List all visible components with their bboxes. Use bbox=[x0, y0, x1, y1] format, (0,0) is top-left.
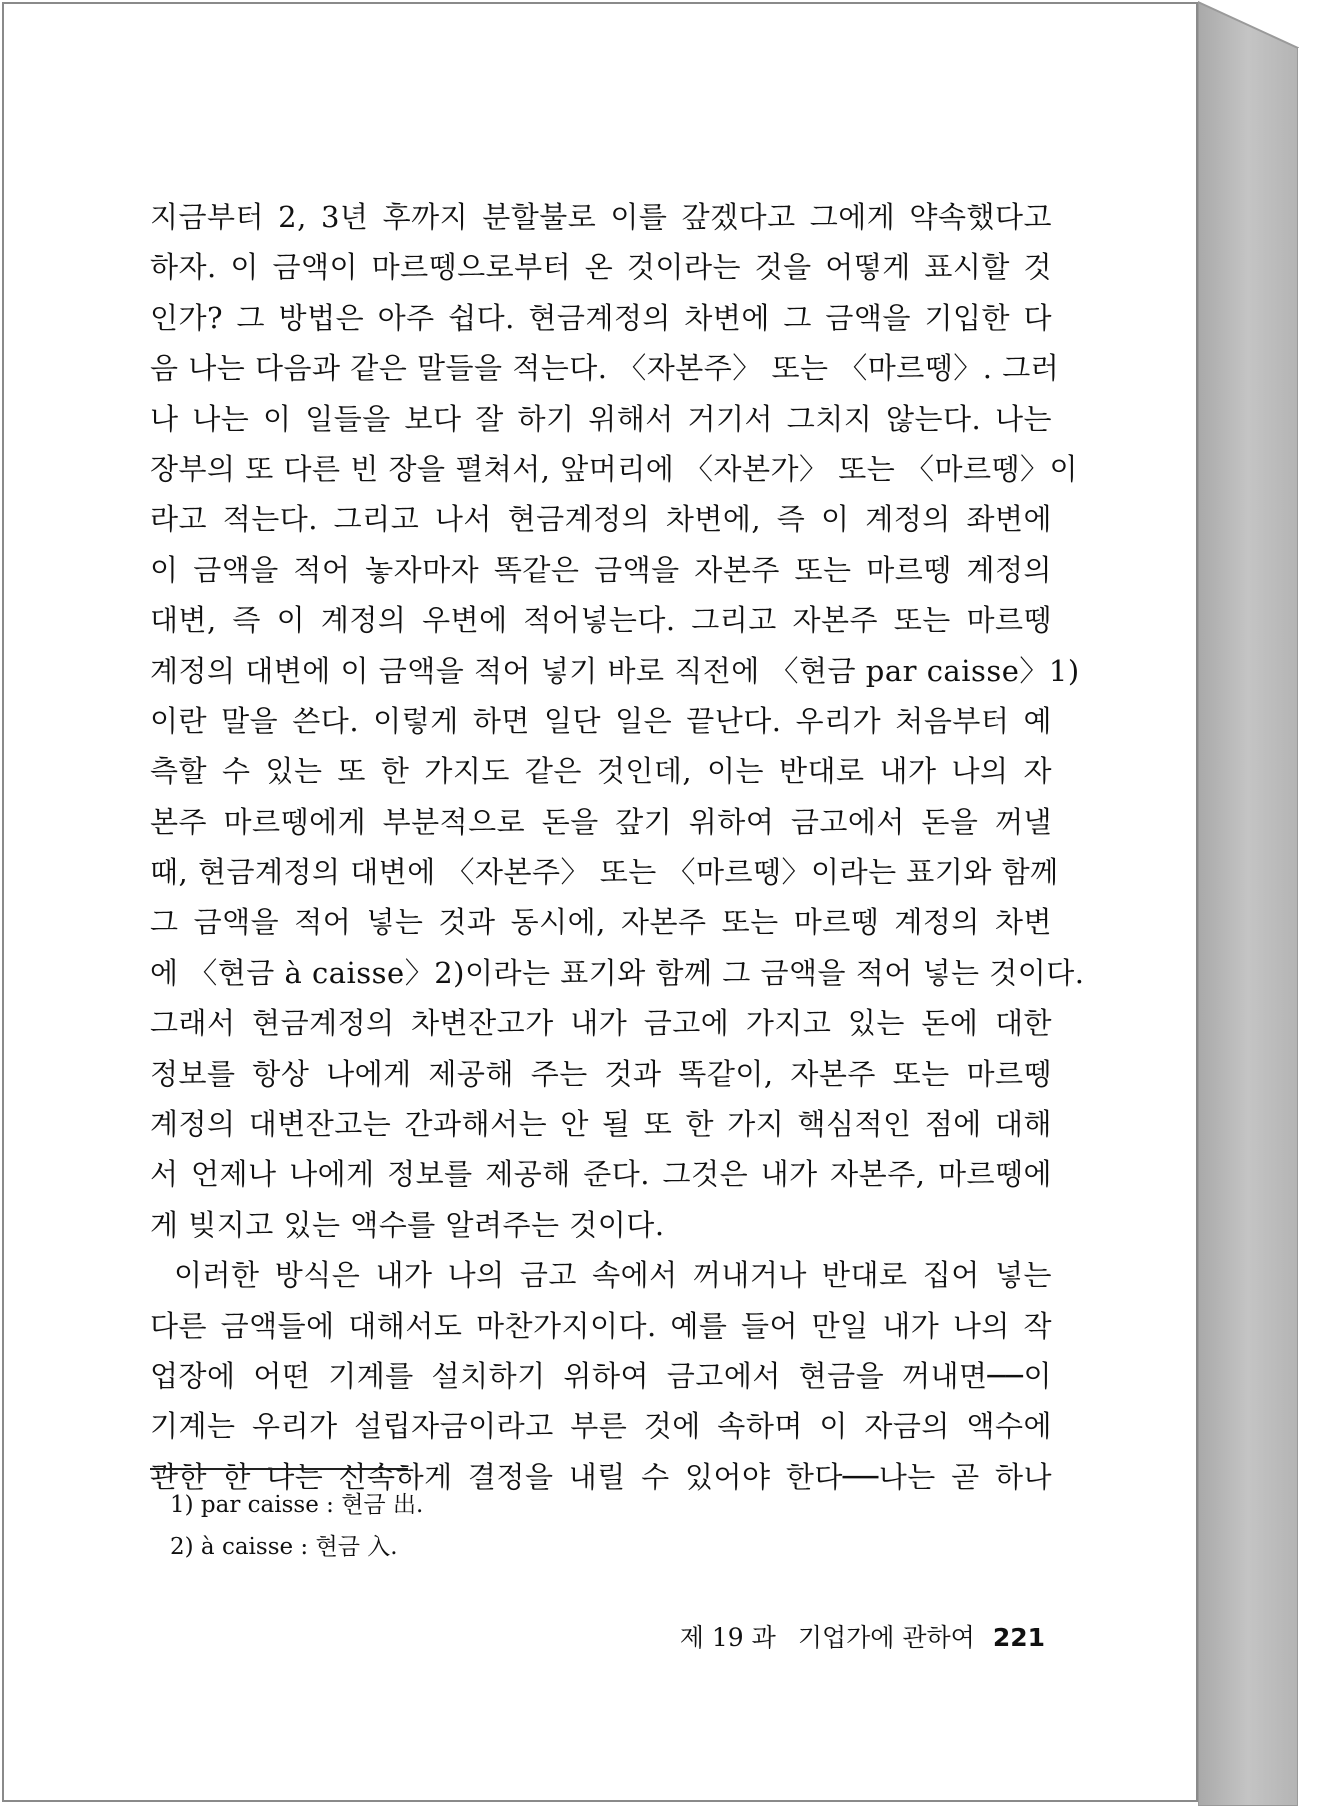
body-text bbox=[150, 192, 1085, 1502]
text-line: 기계는 우리가 설립자금이라고 부른 것에 속하며 이 자금의 액수에 bbox=[150, 1409, 1052, 1444]
book-edge-graphic bbox=[1198, 0, 1340, 1806]
text-line: 때, 현금계정의 대변에 〈자본주〉 또는 〈마르뗑〉이라는 표기와 함께 bbox=[150, 855, 1059, 890]
text-line: 다른 금액들에 대해서도 마찬가지이다. 예를 들어 만일 내가 나의 작 bbox=[150, 1308, 1052, 1343]
text-line: 하자. 이 금액이 마르뗑으로부터 온 것이라는 것을 어떻게 표시할 것 bbox=[150, 250, 1052, 285]
text-line: 이 금액을 적어 놓자마자 똑같은 금액을 자본주 또는 마르뗑 계정의 bbox=[150, 552, 1052, 587]
text-line: 지금부터 2, 3년 후까지 분할불로 이를 갚겠다고 그에게 약속했다고 bbox=[150, 200, 1052, 234]
footnote-divider bbox=[150, 1468, 408, 1470]
text-line: 관한 한 나는 신속하게 결정을 내릴 수 있어야 한다──나는 곧 하나 bbox=[150, 1459, 1052, 1494]
text-line: 본주 마르뗑에게 부분적으로 돈을 갚기 위하여 금고에서 돈을 꺼낼 bbox=[150, 804, 1052, 839]
text-line: 장부의 또 다른 빈 장을 펼쳐서, 앞머리에 〈자본가〉 또는 〈마르뗑〉이 bbox=[150, 451, 1079, 486]
text-line: 계정의 대변잔고는 간과해서는 안 될 또 한 가지 핵심적인 점에 대해 bbox=[150, 1107, 1052, 1142]
text-line: 이러한 방식은 내가 나의 금고 속에서 꺼내거나 반대로 집어 넣는 bbox=[174, 1258, 1052, 1293]
footnote-2: 2) à caisse : 현금 入. bbox=[170, 1534, 398, 1560]
text-line: 업장에 어떤 기계를 설치하기 위하여 금고에서 현금을 꺼내면──이 bbox=[150, 1358, 1052, 1393]
footnote-1: 1) par caisse : 현금 出. bbox=[170, 1492, 424, 1518]
text-line: 인가? 그 방법은 아주 쉽다. 현금계정의 차변에 그 금액을 기입한 다 bbox=[150, 300, 1052, 335]
text-line: 그 금액을 적어 넣는 것과 동시에, 자본주 또는 마르뗑 계정의 차변 bbox=[150, 905, 1052, 940]
text-line: 서 언제나 나에게 정보를 제공해 준다. 그것은 내가 자본주, 마르뗑에 bbox=[150, 1157, 1052, 1192]
text-line: 그래서 현금계정의 차변잔고가 내가 금고에 가지고 있는 돈에 대한 bbox=[150, 1006, 1052, 1041]
text-line: 음 나는 다음과 같은 말들을 적는다. 〈자본주〉 또는 〈마르뗑〉. 그러 bbox=[150, 351, 1060, 386]
chapter-label: 제 19 과 bbox=[679, 1623, 776, 1652]
chapter-title: 기업가에 관하여 bbox=[797, 1623, 975, 1652]
text-line: 대변, 즉 이 계정의 우변에 적어넣는다. 그리고 자본주 또는 마르뗑 bbox=[150, 603, 1052, 638]
page-number: 221 bbox=[992, 1623, 1045, 1652]
text-line: 에 〈현금 à caisse〉2)이라는 표기와 함께 그 금액을 적어 넣는 것이다. bbox=[150, 955, 1085, 990]
text-line: 라고 적는다. 그리고 나서 현금계정의 차변에, 즉 이 계정의 좌변에 bbox=[150, 502, 1052, 537]
footnotes bbox=[170, 1484, 423, 1568]
text-line: 정보를 항상 나에게 제공해 주는 것과 똑같이, 자본주 또는 마르뗑 bbox=[150, 1056, 1052, 1091]
text-line: 나 나는 이 일들을 보다 잘 하기 위해서 거기서 그치지 않는다. 나는 bbox=[150, 401, 1052, 436]
text-line: 이란 말을 쓴다. 이렇게 하면 일단 일은 끝난다. 우리가 처음부터 예 bbox=[150, 703, 1052, 738]
text-line: 게 빚지고 있는 액수를 알려주는 것이다. bbox=[150, 1207, 665, 1242]
text-line: 측할 수 있는 또 한 가지도 같은 것인데, 이는 반대로 내가 나의 자 bbox=[150, 754, 1052, 789]
text-line: 계정의 대변에 이 금액을 적어 넣기 바로 직전에 〈현금 par caisse〉1) bbox=[150, 653, 1080, 688]
running-footer bbox=[680, 1618, 1045, 1654]
